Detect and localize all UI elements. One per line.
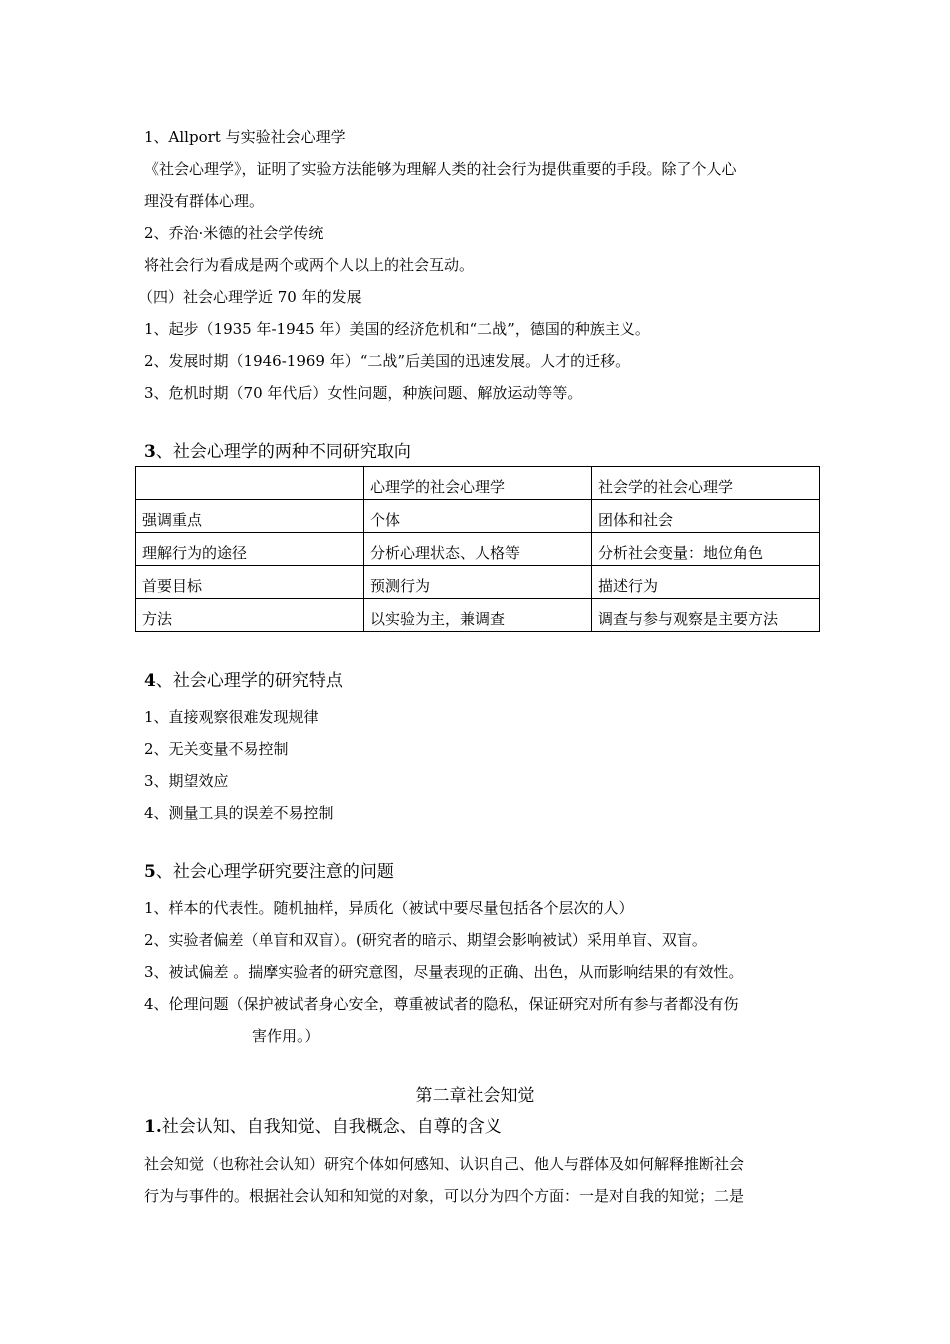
table-row [136, 500, 820, 533]
text-line: 2、乔治·米德的社会学传统 [144, 224, 324, 242]
section-title: 、社会心理学研究要注意的问题 [155, 862, 394, 882]
table-cell: 团体和社会 [592, 500, 820, 533]
list-item: 3、期望效应 [144, 772, 229, 790]
chapter-title: 第二章社会知觉 [415, 1086, 535, 1106]
table-header-row [136, 467, 820, 500]
comparison-table [135, 466, 820, 632]
table-header-cell [136, 467, 364, 500]
text-line: 3、危机时期（70 年代后）女性问题，种族问题、解放运动等等。 [144, 384, 583, 402]
list-item: 2、无关变量不易控制 [144, 740, 289, 758]
text-line: （四）社会心理学近 70 年的发展 [138, 288, 362, 306]
table-row [136, 599, 820, 632]
table-cell: 分析社会变量：地位角色 [592, 533, 820, 566]
table-cell: 方法 [136, 599, 364, 632]
section-number: 1. [144, 1117, 162, 1137]
text-line: 将社会行为看成是两个或两个人以上的社会互动。 [144, 256, 475, 274]
section-heading [144, 1116, 502, 1138]
list-item: 4、伦理问题（保护被试者身心安全，尊重被试者的隐私，保证研究对所有参与者都没有伤 [144, 995, 739, 1013]
list-item: 3、被试偏差 。揣摩实验者的研究意图，尽量表现的正确、出色，从而影响结果的有效性。 [144, 963, 744, 981]
text-line: 1、Allport 与实验社会心理学 [144, 128, 346, 146]
section-number: 4 [144, 671, 156, 691]
table-cell: 描述行为 [592, 566, 820, 599]
section-number: 5 [144, 862, 156, 882]
table-cell: 调查与参与观察是主要方法 [592, 599, 820, 632]
section-number: 3 [144, 442, 156, 462]
list-item: 1、直接观察很难发现规律 [144, 708, 319, 726]
table-cell: 分析心理状态、人格等 [364, 533, 592, 566]
text-line: 社会知觉（也称社会认知）研究个体如何感知、认识自己、他人与群体及如何解释推断社会 [144, 1155, 745, 1173]
text-line: 《社会心理学》，证明了实验方法能够为理解人类的社会行为提供重要的手段。除了个人心 [144, 160, 737, 178]
section-title: 社会认知、自我知觉、自我概念、自尊的含义 [161, 1117, 502, 1137]
table-header-cell: 心理学的社会心理学 [364, 467, 592, 500]
table-cell: 首要目标 [136, 566, 364, 599]
table-cell: 以实验为主，兼调查 [364, 599, 592, 632]
table-row [136, 533, 820, 566]
section-heading [144, 670, 343, 692]
section-title: 、社会心理学的研究特点 [155, 671, 343, 691]
section-title: 、社会心理学的两种不同研究取向 [155, 442, 411, 462]
list-item: 4、测量工具的误差不易控制 [144, 804, 334, 822]
section-heading [144, 861, 394, 883]
table-row [136, 566, 820, 599]
table-header-cell: 社会学的社会心理学 [592, 467, 820, 500]
section-heading [144, 441, 411, 463]
text-line: 理没有群体心理。 [144, 192, 265, 210]
table-cell: 强调重点 [136, 500, 364, 533]
table-cell: 个体 [364, 500, 592, 533]
list-item: 2、实验者偏差（单盲和双盲）。(研究者的暗示、期望会影响被试）采用单盲、双盲。 [144, 931, 707, 949]
text-line: 行为与事件的。根据社会认知和知觉的对象，可以分为四个方面：一是对自我的知觉；二是 [144, 1187, 745, 1205]
text-line: 2、发展时期（1946-1969 年）“二战”后美国的迅速发展。人才的迁移。 [144, 352, 631, 370]
table-cell: 理解行为的途径 [136, 533, 364, 566]
text-line: 1、起步（1935 年-1945 年）美国的经济危机和“二战”，德国的种族主义。 [144, 320, 650, 338]
list-item-continuation: 害作用。） [252, 1027, 320, 1045]
table-cell: 预测行为 [364, 566, 592, 599]
list-item: 1、样本的代表性。随机抽样，异质化（被试中要尽量包括各个层次的人） [144, 899, 634, 917]
